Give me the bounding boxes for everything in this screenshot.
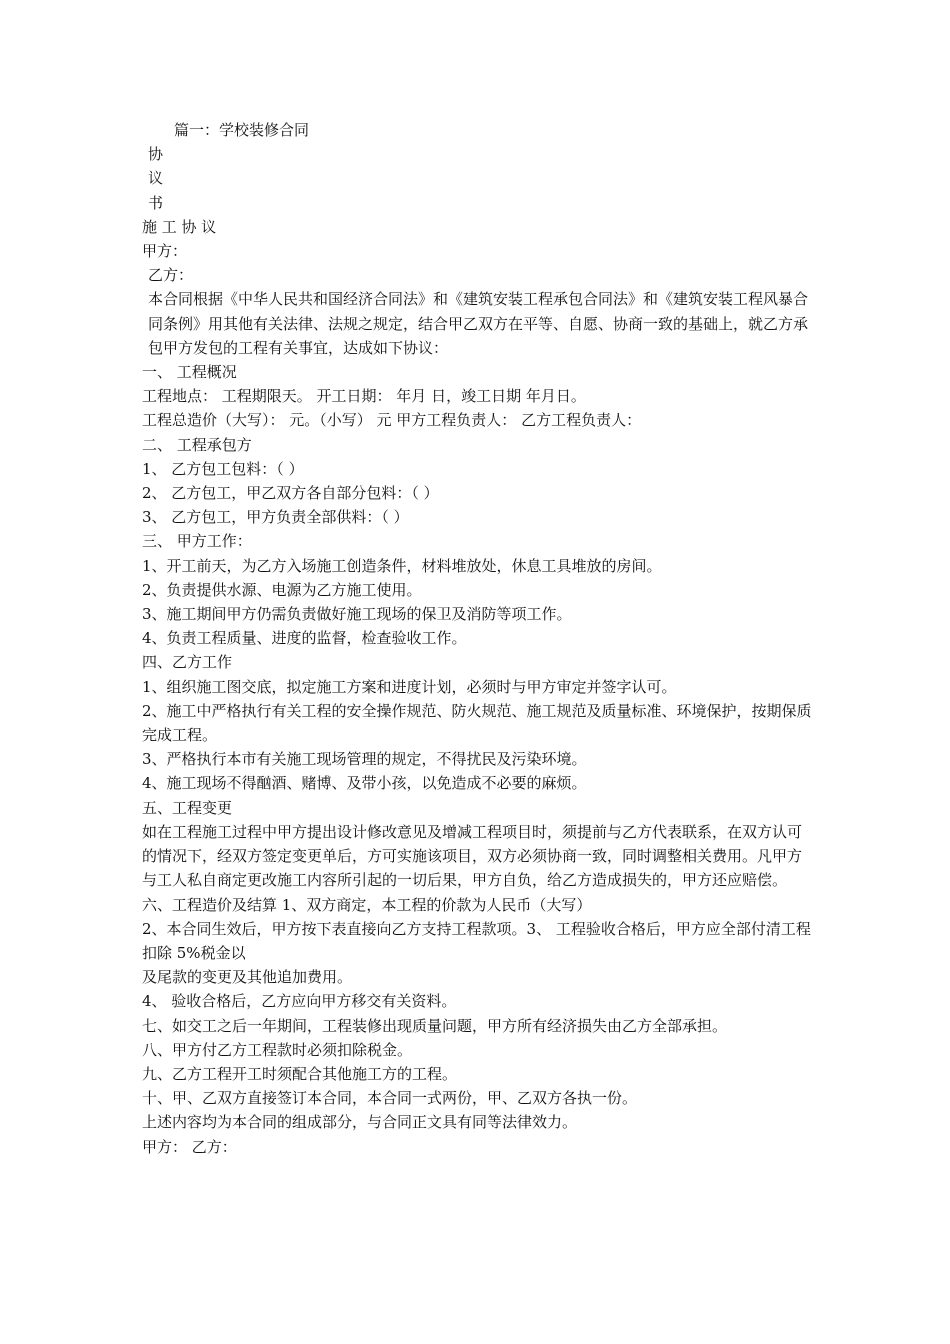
section-3-item-3: 3、施工期间甲方仍需负责做好施工现场的保卫及消防等项工作。 bbox=[142, 605, 572, 624]
section-6-title: 六、工程造价及结算 1、双方商定，本工程的价款为人民币（大写） bbox=[142, 895, 592, 914]
section-7: 七、如交工之后一年期间，工程装修出现质量问题，甲方所有经济损失由乙方全部承担。 bbox=[142, 1016, 728, 1035]
section-5-title: 五、工程变更 bbox=[142, 798, 233, 817]
section-10: 十、甲、乙双方直接签订本合同，本合同一式两份，甲、乙双方各执一份。 bbox=[142, 1089, 638, 1108]
section-3-item-1: 1、开工前天，为乙方入场施工创造条件，材料堆放处，休息工具堆放的房间。 bbox=[142, 556, 662, 575]
section-3-title: 三、 甲方工作： bbox=[142, 532, 252, 551]
vertical-title-char-2: 议 bbox=[148, 169, 164, 188]
closing-statement: 上述内容均为本合同的组成部分，与合同正文具有同等法律效力。 bbox=[142, 1113, 578, 1132]
vertical-title-char-1: 协 bbox=[148, 145, 164, 164]
section-5-body: 如在工程施工过程中甲方提出设计修改意见及增减工程项目时，须提前与乙方代表联系，在双方认可的情况下，经双方签定变更单后，方可实施该项目，双方必须协商一致，同时调整相关费用。凡甲方与工人私自商定更改施工内容所引起的一切后果，甲方自负，给乙方造成损失的，甲方还应赔偿。 bbox=[142, 822, 803, 890]
section-4-item-1: 1、组织施工图交底，拟定施工方案和进度计划，必须时与甲方审定并签字认可。 bbox=[142, 677, 677, 696]
section-3-item-2: 2、负责提供水源、电源为乙方施工使用。 bbox=[142, 580, 422, 599]
sub-heading: 施 工 协 议 bbox=[142, 217, 217, 236]
intro-paragraph: 本合同根据《中华人民共和国经济合同法》和《建筑安装工程承包合同法》和《建筑安装工程风暴合同条例》用其他有关法律、法规之规定，结合甲乙双方在平等、自愿、协商一致的基础上，就乙方承包甲方发包的工程有关事宜，达成如下协议： bbox=[148, 290, 809, 357]
section-4-title: 四、乙方工作 bbox=[142, 653, 233, 672]
section-8: 八、甲方付乙方工程款时必须扣除税金。 bbox=[142, 1040, 413, 1059]
party-a-label: 甲方： bbox=[142, 242, 188, 261]
section-6-item-2: 2、本合同生效后，甲方按下表直接向乙方支持工程款项。3、 工程验收合格后，甲方应全部付清工程扣除 5%税金以 bbox=[142, 919, 811, 962]
section-2-title: 二、 工程承包方 bbox=[142, 435, 252, 454]
section-2-item-3: 3、 乙方包工，甲方负责全部供料：（ ） bbox=[142, 508, 409, 527]
section-1-line-2: 工程总造价（大写）： 元。（小写） 元 甲方工程负责人： 乙方工程负责人： bbox=[142, 411, 642, 430]
section-1-title: 一、 工程概况 bbox=[142, 363, 237, 382]
vertical-title-char-3: 书 bbox=[148, 193, 164, 212]
section-6-item-2-continued: 及尾款的变更及其他追加费用。 bbox=[142, 968, 353, 987]
document-body bbox=[142, 118, 814, 1159]
section-4-item-4: 4、施工现场不得酗酒、赌博、及带小孩，以免造成不必要的麻烦。 bbox=[142, 774, 587, 793]
document-heading: 篇一：学校装修合同 bbox=[174, 121, 310, 139]
section-2-item-1: 1、 乙方包工包料：（ ） bbox=[142, 459, 304, 478]
section-6-item-4: 4、 验收合格后，乙方应向甲方移交有关资料。 bbox=[142, 992, 457, 1011]
section-2-item-2: 2、 乙方包工，甲乙双方各自部分包料：（ ） bbox=[142, 484, 439, 503]
section-9: 九、乙方工程开工时须配合其他施工方的工程。 bbox=[142, 1064, 458, 1083]
signature-line: 甲方： 乙方： bbox=[142, 1137, 237, 1156]
section-3-item-4: 4、负责工程质量、进度的监督，检查验收工作。 bbox=[142, 629, 467, 648]
party-b-label: 乙方： bbox=[148, 266, 194, 285]
section-1-line-1: 工程地点： 工程期限天。 开工日期： 年月 日，竣工日期 年月日。 bbox=[142, 387, 586, 406]
section-4-item-2: 2、施工中严格执行有关工程的安全操作规范、防火规范、施工规范及质量标准、环境保护，按期保质完成工程。 bbox=[142, 701, 812, 745]
section-4-item-3: 3、严格执行本市有关施工现场管理的规定，不得扰民及污染环境。 bbox=[142, 750, 587, 769]
